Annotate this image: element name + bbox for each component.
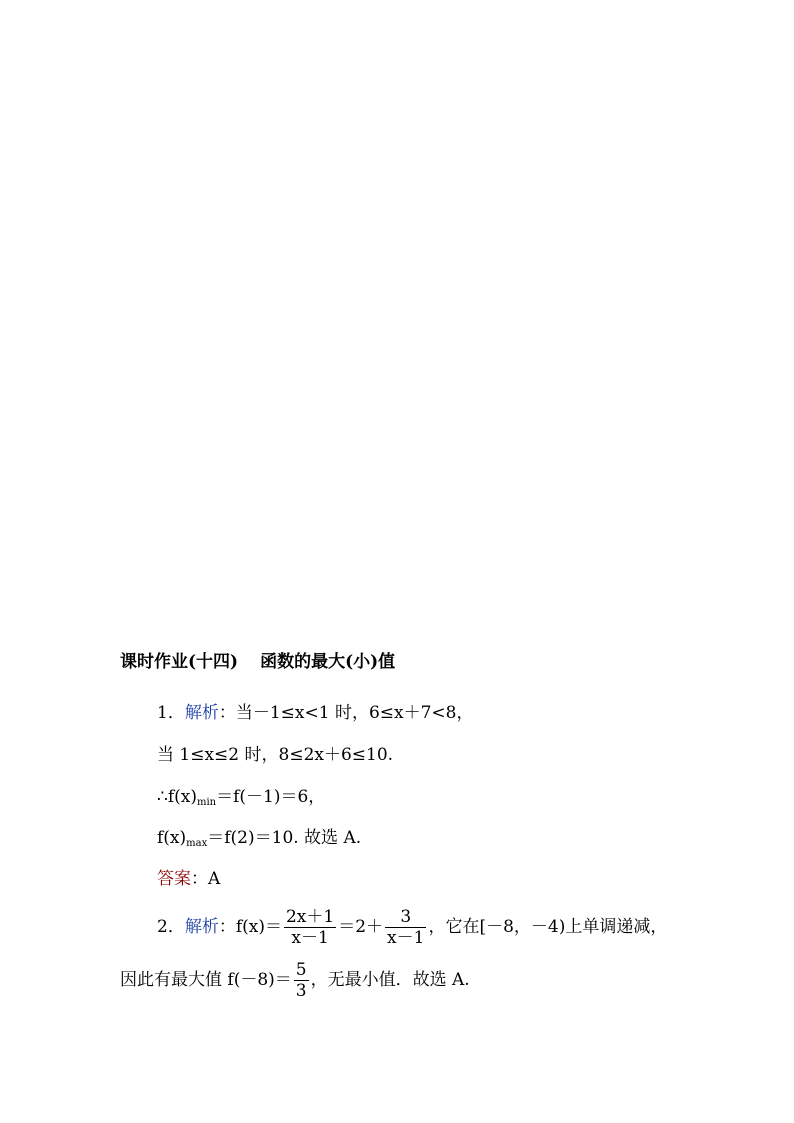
problem1-number: 1． (157, 703, 185, 723)
fraction-2: $\frac{3}{x-1}$ (387, 907, 425, 948)
problem2-analysis-label: 解析 (184, 917, 219, 937)
page-title (120, 652, 395, 672)
problem1-line3: $\therefore f(x)_{min}=f(-1)=6$， (157, 787, 326, 808)
problem1-answer: 答案：A (157, 869, 221, 889)
problem1-text2: 当 1≤x≤2 时，8≤2x＋6≤10. (157, 745, 394, 765)
fraction-1: $\frac{2x+1}{x-1}$ (285, 907, 335, 948)
title-main: 课时作业(十四) (120, 652, 239, 672)
problem1-line2 (157, 745, 393, 765)
problem1-line1: 1．解析：当－1≤x<1 时，6≤x＋7<8， (157, 703, 474, 723)
problem1-line4: $f(x)_{max}=f(2)=10$. 故选 A. (157, 828, 362, 849)
problem2-line1: 2．解析：f(x)＝ $\frac{2x+1}{x-1}$ ＝2＋ $\frac{3}{x-1}$ ，它在[－8，－4)上单调递减， (157, 907, 668, 948)
answer-label: 答案 (157, 869, 191, 889)
answer-value: A (208, 869, 221, 889)
problem2-line2: 因此有最大值 f(－8)＝ $\frac{5}{3}$ ，无最小值．故选 A. (120, 960, 470, 1001)
fraction-3: $\frac{5}{3}$ (295, 960, 307, 1001)
problem1-text1: 当－1≤x<1 时，6≤x＋7<8， (235, 703, 474, 723)
problem1-analysis-label: 解析 (184, 703, 219, 723)
title-sub: 函数的最大(小)值 (260, 652, 396, 672)
problem2-number: 2． (157, 917, 185, 937)
